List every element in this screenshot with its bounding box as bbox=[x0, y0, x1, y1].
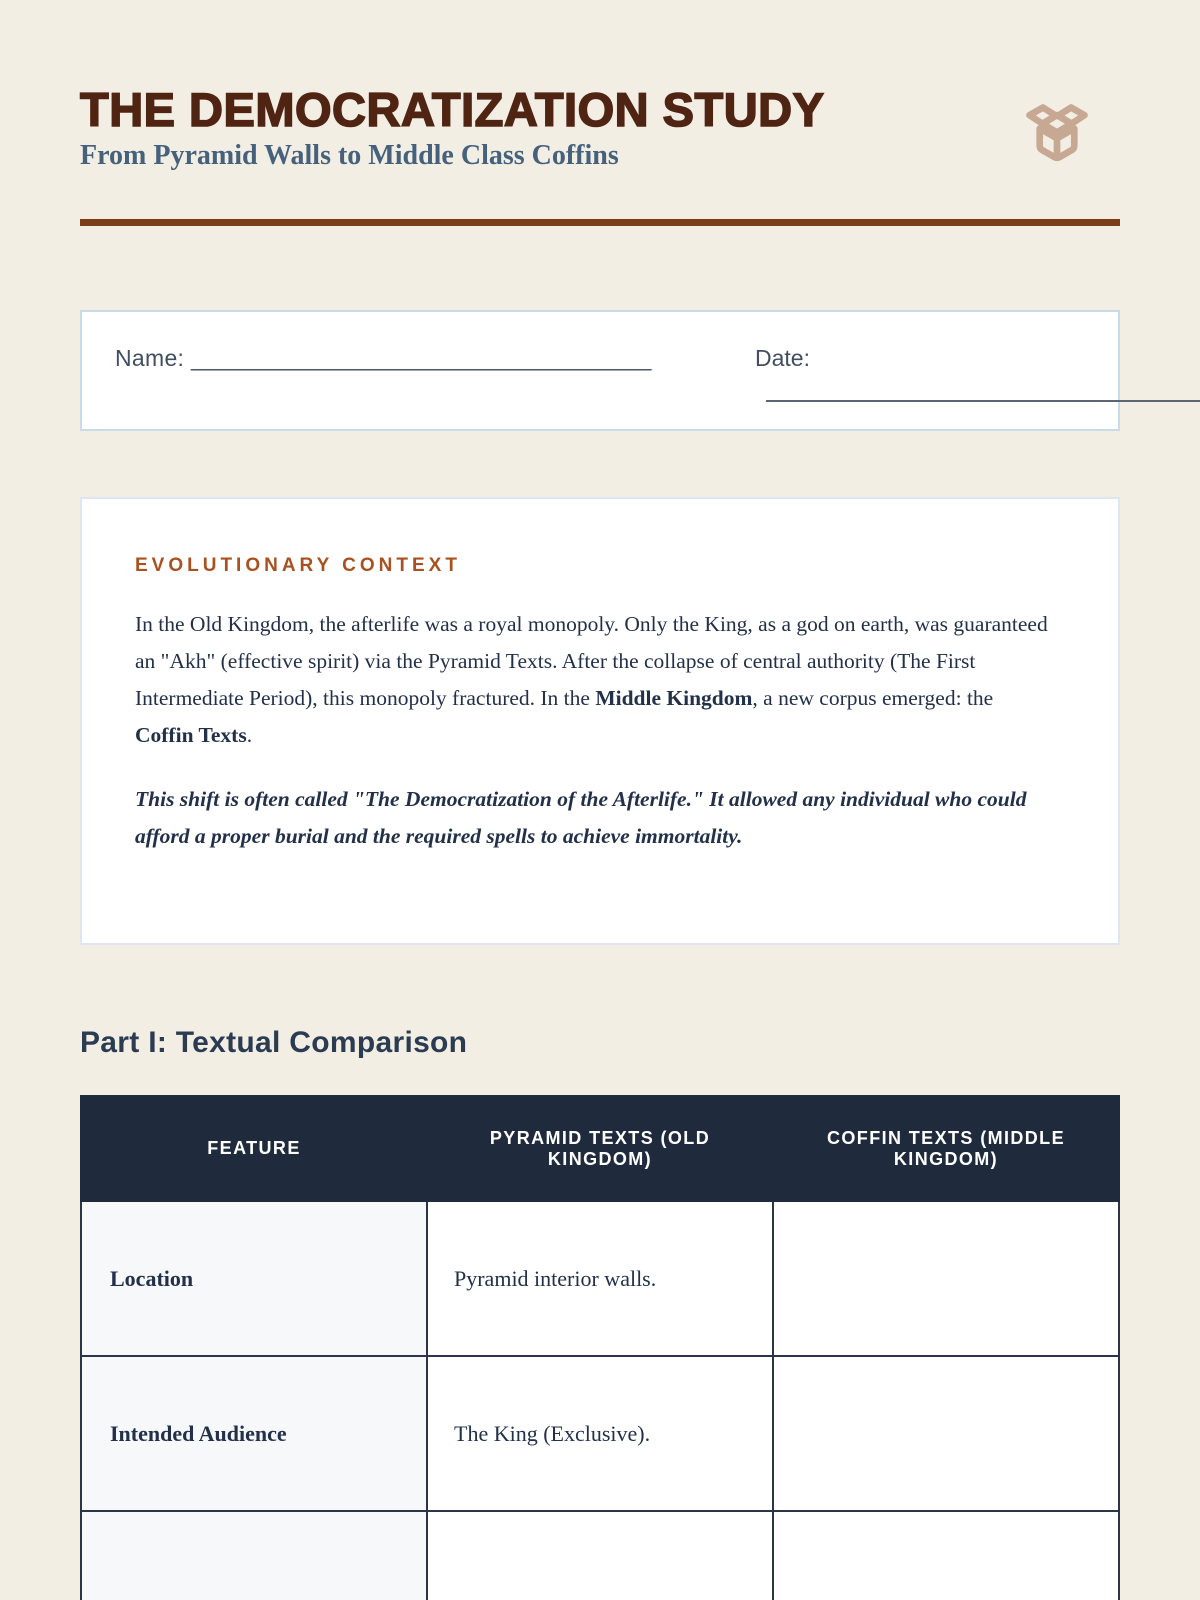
feature-cell-row3 bbox=[81, 1511, 427, 1600]
open-box-icon bbox=[1016, 92, 1098, 176]
feature-cell-audience: Intended Audience bbox=[81, 1356, 427, 1511]
table-row bbox=[81, 1511, 1119, 1600]
context-paragraph-1: In the Old Kingdom, the afterlife was a royal monopoly. Only the King, as a god on earth, was guaranteed an "Akh" (effective spirit) via the Pyramid Texts. After the collapse of central authority (The First Intermediate Period), this monopoly fractured. In the Middle Kingdom, a new corpus emerged: the Coffin Texts. bbox=[135, 612, 1048, 747]
table-header-row bbox=[81, 1096, 1119, 1201]
comparison-table bbox=[80, 1095, 1120, 1600]
pyramid-cell-location: Pyramid interior walls. bbox=[427, 1201, 773, 1356]
table-row bbox=[81, 1201, 1119, 1356]
column-header-pyramid-texts: PYRAMID TEXTS (OLD KINGDOM) bbox=[427, 1096, 773, 1201]
pyramid-cell-audience: The King (Exclusive). bbox=[427, 1356, 773, 1511]
page-title: THE DEMOCRATIZATION STUDY bbox=[80, 83, 825, 136]
coffin-cell-row3 bbox=[773, 1511, 1119, 1600]
feature-cell-location: Location bbox=[81, 1201, 427, 1356]
name-blank-line: ____________________________________ bbox=[190, 345, 652, 371]
table-row bbox=[81, 1356, 1119, 1511]
date-blank-line bbox=[766, 400, 1200, 402]
coffin-cell-location bbox=[773, 1201, 1119, 1356]
column-header-feature: FEATURE bbox=[81, 1096, 427, 1201]
context-card bbox=[80, 497, 1120, 945]
section-eyebrow: EVOLUTIONARY CONTEXT bbox=[135, 555, 461, 576]
name-label: Name: bbox=[115, 345, 185, 371]
name-date-card bbox=[80, 310, 1120, 431]
name-field bbox=[115, 345, 651, 372]
header-divider bbox=[80, 219, 1120, 226]
page-subtitle: From Pyramid Walls to Middle Class Coffins bbox=[80, 140, 619, 171]
date-label: Date: bbox=[755, 345, 810, 371]
context-paragraph-2: This shift is often called "The Democratization of the Afterlife." It allowed any individual who could afford a proper burial and the required spells to achieve immortality. bbox=[135, 787, 1027, 848]
part1-heading: Part I: Textual Comparison bbox=[80, 1026, 468, 1059]
coffin-cell-audience bbox=[773, 1356, 1119, 1511]
pyramid-cell-row3 bbox=[427, 1511, 773, 1600]
column-header-coffin-texts: COFFIN TEXTS (MIDDLE KINGDOM) bbox=[773, 1096, 1119, 1201]
